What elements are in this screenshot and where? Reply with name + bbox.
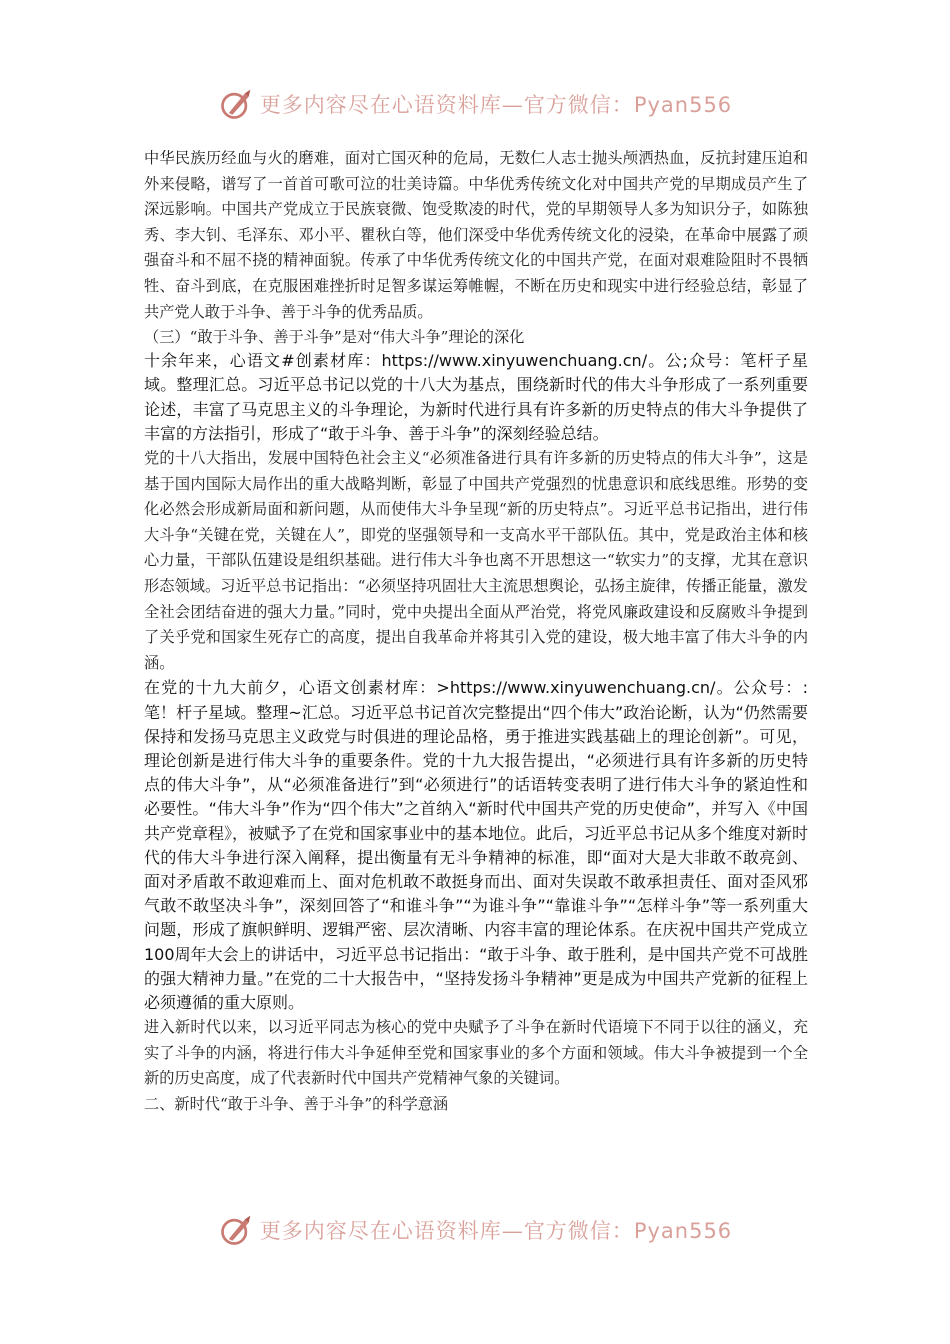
document-body bbox=[144, 146, 808, 1116]
header-banner-text: 更多内容尽在心语资料库—官方微信：Pyan556 bbox=[259, 93, 733, 117]
pen-nib-logo-icon bbox=[218, 1212, 254, 1248]
paragraph-4: 在党的十九大前夕，心语文创素材库：>https://www.xinyuwenchuang.cn/。公众号：:笔！杆子星域。整理~汇总。习近平总书记首次完整提出“四个伟大”政治论断，认为“仍然需要保持和发扬马克思主义政党与时俱进的理论品格，勇于推进实践基础上的理论创新”。可见，理论创新是进行伟大斗争的重要条件。党的十九大报告提出，“必须进行具有许多新的历史特点的伟大斗争”，从“必须准备进行”到“必须进行”的话语转变表明了进行伟大斗争的紧迫性和必要性。“伟大斗争”作为“四个伟大”之首纳入“新时代中国共产党的历史使命”，并写入《中国共产党章程》，被赋予了在党和国家事业中的基本地位。此后，习近平总书记从多个维度对新时代的伟大斗争进行深入阐释，提出衡量有无斗争精神的标准，即“面对大是大非敢不敢亮剑、面对矛盾敢不敢迎难而上、面对危机敢不敢挺身而出、面对失误敢不敢承担责任、面对歪风邪气敢不敢坚决斗争”，深刻回答了“和谁斗争”“为谁斗争”“靠谁斗争”“怎样斗争”等一系列重大问题，形成了旗帜鲜明、逻辑严密、层次清晰、内容丰富的理论体系。在庆祝中国共产党成立100周年大会上的讲话中，习近平总书记指出：“敢于斗争、敢于胜利，是中国共产党不可战胜的强大精神力量。”在党的二十大报告中，“坚持发扬斗争精神”更是成为中国共产党新的征程上必须遵循的重大原则。 bbox=[144, 678, 809, 1012]
paragraph-5: 进入新时代以来，以习近平同志为核心的党中央赋予了斗争在新时代语境下不同于以往的涵义，充实了斗争的内涵，将进行伟大斗争延伸至党和国家事业的多个方面和领域。伟大斗争被提到一个全新的历史高度，成了代表新时代中国共产党精神气象的关键词。 bbox=[144, 1018, 808, 1088]
section-heading-3: （三）“敢于斗争、善于斗争”是对“伟大斗争”理论的深化 bbox=[144, 328, 525, 347]
wechat-id: Pyan556 bbox=[633, 93, 733, 117]
paragraph-3: 党的十八大指出，发展中国特色社会主义“必须准备进行具有许多新的历史特点的伟大斗争”，这是基于国内国际大局作出的重大战略判断，彰显了中国共产党强烈的忧患意识和底线思维。形势的变化必然会形成新局面和新问题，从而使伟大斗争呈现“新的历史特点”。习近平总书记指出，进行伟大斗争“关键在党，关键在人”，即党的坚强领导和一支高水平干部队伍。其中，党是政治主体和核心力量，干部队伍建设是组织基础。进行伟大斗争也离不开思想这一“软实力”的支撑，尤其在意识形态领域。习近平总书记指出：“必须坚持巩固壮大主流思想舆论，弘扬主旋律，传播正能量，激发全社会团结奋进的强大力量。”同时，党中央提出全面从严治党，将党风廉政建设和反腐败斗争提到了关乎党和国家生死存亡的高度，提出自我革命并将其引入党的建设，极大地丰富了伟大斗争的内涵。 bbox=[144, 448, 808, 672]
paragraph-2: 十余年来，心语文#创素材库：https://www.xinyuwenchuang.cn/。公;众号：笔杆子星域。整理汇总。习近平总书记以党的十八大为基点，围绕新时代的伟大斗争形成了一系列重要论述，丰富了马克思主义的斗争理论，为新时代进行具有许多新的历史特点的伟大斗争提供了丰富的方法指引，形成了“敢于斗争、善于斗争”的深刻经验总结。 bbox=[144, 351, 808, 443]
footer-banner bbox=[0, 1210, 950, 1250]
pen-nib-logo-icon bbox=[218, 86, 254, 122]
header-banner bbox=[0, 84, 950, 124]
paragraph-1: 中华民族历经血与火的磨难，面对亡国灭种的危局，无数仁人志士抛头颅洒热血，反抗封建压迫和外来侵略，谱写了一首首可歌可泣的壮美诗篇。中华优秀传统文化对中国共产党的早期成员产生了深远影响。中国共产党成立于民族衰微、饱受欺凌的时代，党的早期领导人多为知识分子，如陈独秀、李大钊、毛泽东、邓小平、瞿秋白等，他们深受中华优秀传统文化的浸染，在革命中展露了顽强奋斗和不屈不挠的精神面貌。传承了中华优秀传统文化的中国共产党，在面对艰难险阻时不畏牺牲、奋斗到底，在克服困难挫折时足智多谋运筹帷幄，不断在历史和现实中进行经验总结，彰显了共产党人敢于斗争、善于斗争的优秀品质。 bbox=[144, 149, 808, 321]
wechat-id: Pyan556 bbox=[633, 1219, 733, 1243]
section-heading-2: 二、新时代“敢于斗争、善于斗争”的科学意涵 bbox=[144, 1094, 449, 1113]
footer-banner-text: 更多内容尽在心语资料库—官方微信：Pyan556 bbox=[259, 1219, 733, 1243]
